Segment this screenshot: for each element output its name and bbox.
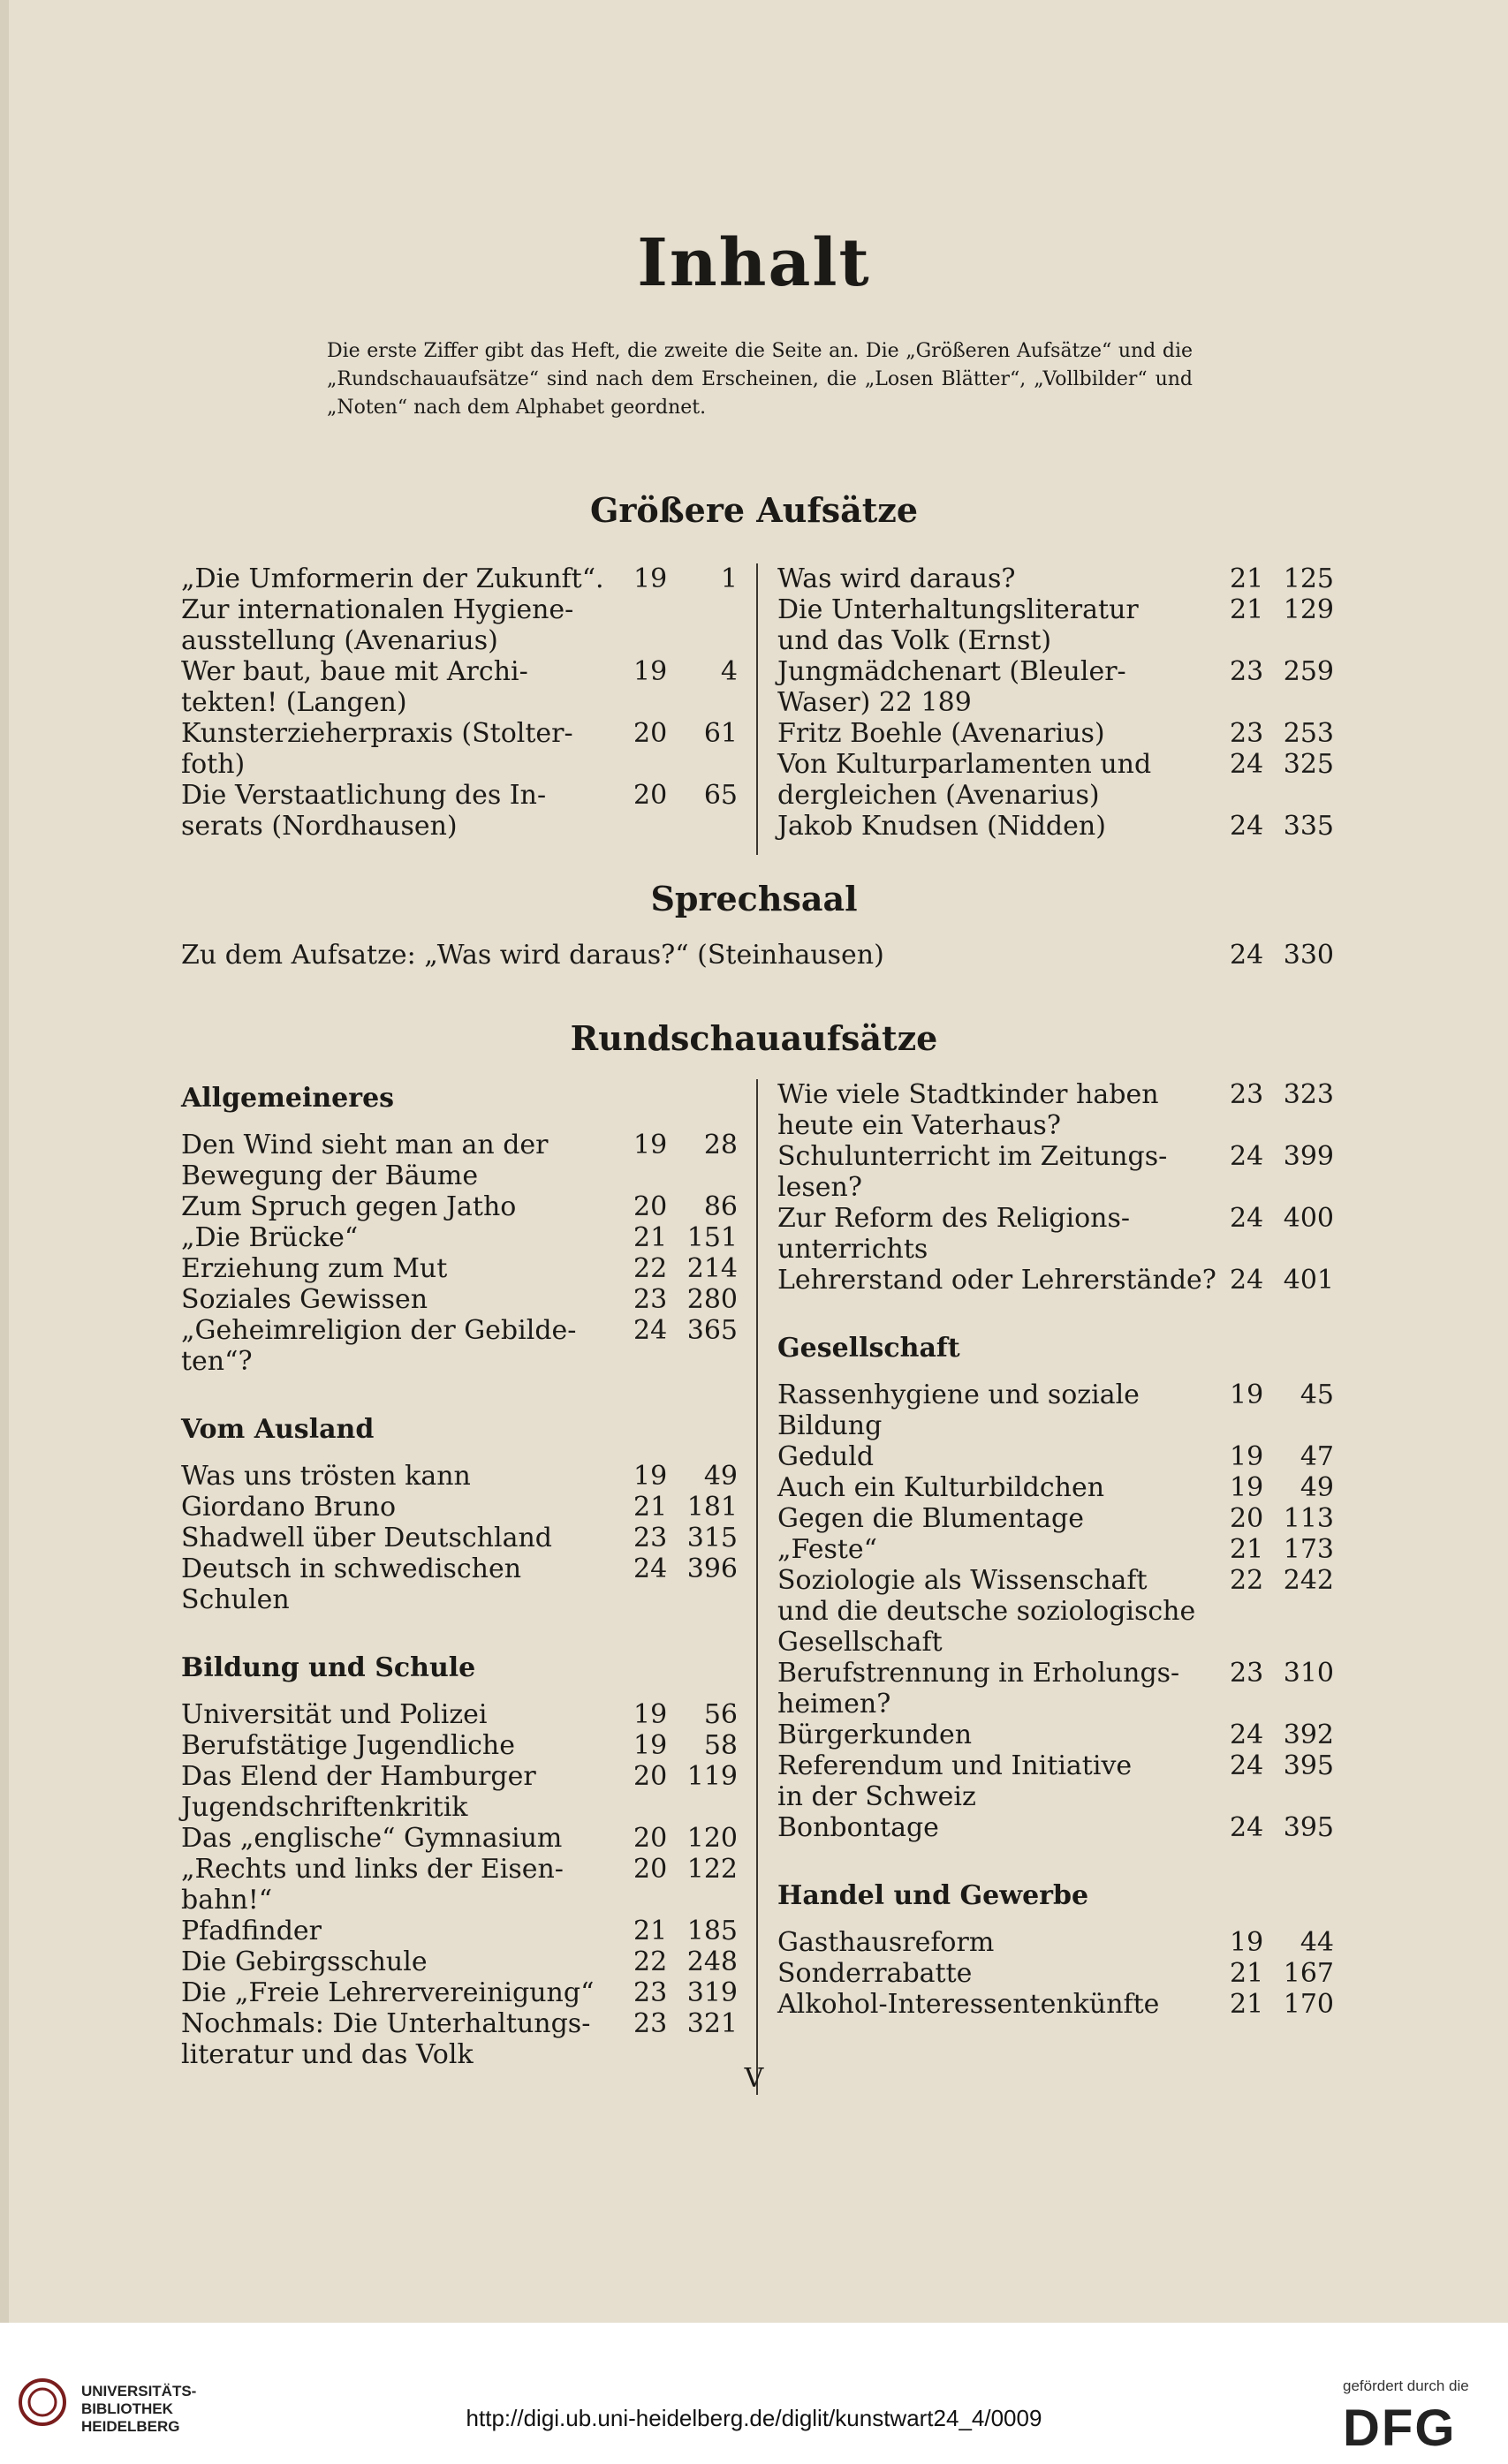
entry-title: Lehrerstand oder Lehrerstände?	[777, 1265, 1216, 1296]
entry-issue: 23	[1230, 1658, 1264, 1689]
entry-title: Kunsterzieherpraxis (Stolter- foth)	[181, 718, 573, 780]
entry-title: Shadwell über Deutschland	[181, 1523, 552, 1553]
entry-page: 323	[1283, 1079, 1334, 1110]
entry-issue: 24	[1230, 1203, 1264, 1234]
entry-page: 253	[1283, 718, 1334, 749]
entry-title: Sonderrabatte	[777, 1958, 973, 1989]
page-number: V	[744, 2063, 764, 2094]
entry-issue: 21	[1230, 563, 1264, 594]
entry-page: 319	[686, 1977, 738, 2008]
entry-page: 214	[686, 1253, 738, 1284]
section-title-sprechsaal: Sprechsaal	[650, 879, 858, 918]
entry-title: „Feste“	[777, 1534, 878, 1565]
entry-page: 49	[1300, 1472, 1334, 1503]
entry-title: Was uns trösten kann	[181, 1461, 471, 1492]
entry-page: 56	[703, 1699, 738, 1730]
toc-entry	[181, 656, 738, 718]
entry-title: Wie viele Stadtkinder haben heute ein Vaterhaus?	[777, 1079, 1159, 1141]
entry-title: „Rechts und links der Eisen- bahn!“	[181, 1854, 564, 1916]
entry-issue: 19	[1230, 1927, 1264, 1958]
entry-page: 86	[703, 1191, 738, 1222]
entry-title: Fritz Boehle (Avenarius)	[777, 718, 1105, 749]
toc-entry	[181, 1946, 738, 1977]
entry-page: 325	[1283, 749, 1334, 780]
toc-entry	[181, 1730, 738, 1761]
entry-issue: 20	[633, 780, 668, 811]
section-title-rundschau: Rundschauaufsätze	[570, 1018, 938, 1058]
entry-page: 119	[686, 1761, 738, 1792]
entry-page: 259	[1283, 656, 1334, 687]
column-divider	[756, 1079, 758, 2095]
entry-issue: 24	[1230, 749, 1264, 780]
toc-entry	[181, 1315, 738, 1377]
entry-title: „Die Umformerin der Zukunft“. Zur internationalen Hygiene- ausstellung (Avenarius)	[181, 563, 604, 656]
entry-page: 61	[703, 718, 738, 749]
toc-entry	[181, 2008, 738, 2070]
entry-page: 280	[686, 1284, 738, 1315]
toc-entry	[181, 1553, 738, 1615]
toc-entry	[181, 1222, 738, 1253]
university-name: UNIVERSITÄTS- BIBLIOTHEK HEIDELBERG	[81, 2383, 197, 2435]
toc-entry	[777, 1503, 1334, 1534]
entry-issue: 23	[633, 2008, 668, 2039]
entry-page: 4	[720, 656, 738, 687]
entry-issue: 21	[1230, 1534, 1264, 1565]
entry-issue: 19	[633, 656, 668, 687]
entry-title: Von Kulturparlamenten und dergleichen (Avenarius)	[777, 749, 1152, 811]
entry-page: 44	[1300, 1927, 1334, 1958]
entry-issue: 24	[1230, 1141, 1264, 1172]
entry-title: Die „Freie Lehrervereinigung“	[181, 1977, 595, 2008]
entry-issue: 20	[633, 1191, 668, 1222]
toc-entry	[181, 1130, 738, 1191]
entry-title: Universität und Polizei	[181, 1699, 488, 1730]
entry-issue: 20	[633, 1761, 668, 1792]
entry-title: „Die Brücke“	[181, 1222, 359, 1253]
toc-entry	[777, 1720, 1334, 1750]
toc-entry	[181, 1823, 738, 1854]
entry-issue: 19	[633, 563, 668, 594]
entry-issue: 23	[633, 1977, 668, 2008]
entry-issue: 24	[1230, 1720, 1264, 1750]
entry-page: 395	[1283, 1812, 1334, 1843]
toc-entry	[777, 1927, 1334, 1958]
entry-issue: 23	[633, 1284, 668, 1315]
entry-page: 129	[1283, 594, 1334, 625]
entry-page: 170	[1283, 1989, 1334, 2020]
entry-title: Bonbontage	[777, 1812, 939, 1843]
entry-page: 330	[1283, 940, 1334, 971]
subsection-heading: Gesellschaft	[777, 1333, 960, 1364]
toc-entry	[181, 1461, 738, 1492]
column-divider	[756, 563, 758, 855]
entry-page: 310	[1283, 1658, 1334, 1689]
entry-issue: 20	[633, 1854, 668, 1885]
entry-title: Soziologie als Wissenschaft und die deutsche soziologische Gesellschaft	[777, 1565, 1196, 1658]
entry-issue: 19	[1230, 1472, 1264, 1503]
entry-issue: 21	[633, 1492, 668, 1523]
toc-entry	[181, 1523, 738, 1553]
toc-entry	[777, 1079, 1334, 1141]
footer-bar	[0, 2323, 1508, 2464]
toc-entry	[777, 1141, 1334, 1203]
intro-note: Die erste Ziffer gibt das Heft, die zweite die Seite an. Die „Größeren Aufsätze“ und die „Rundschauaufsätze“ sind nach dem Erscheinen, die „Losen Blätter“, „Vollbilder“ und „Noten“ nach dem Alphabet geordnet.	[327, 340, 1193, 419]
entry-issue: 22	[633, 1946, 668, 1977]
entry-issue: 23	[1230, 718, 1264, 749]
entry-issue: 20	[633, 718, 668, 749]
dfg-logo: DFG	[1343, 2400, 1457, 2457]
entry-issue: 24	[1230, 1265, 1264, 1296]
entry-title: Schulunterricht im Zeitungs- lesen?	[777, 1141, 1168, 1203]
entry-title: „Geheimreligion der Gebilde- ten“?	[181, 1315, 577, 1377]
toc-entry	[181, 1253, 738, 1284]
entry-page: 401	[1283, 1265, 1334, 1296]
entry-title: Soziales Gewissen	[181, 1284, 428, 1315]
page-edge-shadow	[0, 0, 9, 2323]
entry-page: 113	[1283, 1503, 1334, 1534]
toc-entry	[777, 656, 1334, 718]
entry-issue: 21	[1230, 594, 1264, 625]
entry-title: Gegen die Blumentage	[777, 1503, 1085, 1534]
entry-page: 120	[686, 1823, 738, 1854]
entry-title: Jakob Knudsen (Nidden)	[777, 811, 1106, 842]
entry-page: 335	[1283, 811, 1334, 842]
entry-page: 125	[1283, 563, 1334, 594]
entry-title: Das „englische“ Gymnasium	[181, 1823, 563, 1854]
entry-page: 242	[1283, 1565, 1334, 1596]
entry-issue: 20	[1230, 1503, 1264, 1534]
subsection-heading: Vom Ausland	[181, 1414, 375, 1445]
entry-issue: 24	[633, 1553, 668, 1584]
toc-entry	[777, 1472, 1334, 1503]
entry-title: Deutsch in schwedischen Schulen	[181, 1553, 522, 1615]
entry-title: Erziehung zum Mut	[181, 1253, 448, 1284]
entry-issue: 19	[633, 1130, 668, 1160]
toc-entry	[777, 1658, 1334, 1720]
entry-title: Zum Spruch gegen Jatho	[181, 1191, 517, 1222]
entry-title: Rassenhygiene und soziale Bildung	[777, 1379, 1140, 1441]
entry-title: Zu dem Aufsatze: „Was wird daraus?“ (Steinhausen)	[181, 940, 884, 971]
entry-issue: 24	[1230, 811, 1264, 842]
entry-title: Bürgerkunden	[777, 1720, 973, 1750]
entry-title: Den Wind sieht man an der Bewegung der Bäume	[181, 1130, 549, 1191]
entry-page: 45	[1300, 1379, 1334, 1410]
entry-title: Die Unterhaltungsliteratur und das Volk (Ernst)	[777, 594, 1139, 656]
groessere-left-column	[181, 563, 738, 842]
entry-issue: 21	[1230, 1958, 1264, 1989]
toc-entry	[777, 563, 1334, 594]
toc-entry	[181, 1191, 738, 1222]
entry-issue: 23	[633, 1523, 668, 1553]
entry-issue: 21	[1230, 1989, 1264, 2020]
entry-title: Zur Reform des Religions- unterrichts	[777, 1203, 1131, 1265]
entry-issue: 19	[1230, 1379, 1264, 1410]
entry-issue: 20	[633, 1823, 668, 1854]
source-url-link[interactable]: http://digi.ub.uni-heidelberg.de/diglit/kunstwart24_4/0009	[466, 2405, 1042, 2431]
entry-title: Wer baut, baue mit Archi- tekten! (Langen)	[181, 656, 528, 718]
groessere-right-column	[777, 563, 1334, 842]
entry-page: 151	[686, 1222, 738, 1253]
toc-entry	[181, 1492, 738, 1523]
entry-title: Die Gebirgsschule	[181, 1946, 428, 1977]
entry-title: Geduld	[777, 1441, 875, 1472]
entry-title: Das Elend der Hamburger Jugendschriftenkritik	[181, 1761, 536, 1823]
toc-entry	[181, 1977, 738, 2008]
funder-label: gefördert durch die	[1343, 2377, 1469, 2394]
entry-issue: 24	[633, 1315, 668, 1346]
entry-issue: 24	[1230, 1812, 1264, 1843]
entry-issue: 22	[633, 1253, 668, 1284]
entry-page: 395	[1283, 1750, 1334, 1781]
toc-entry	[777, 1958, 1334, 1989]
entry-issue: 19	[633, 1730, 668, 1761]
toc-entry	[777, 1441, 1334, 1472]
toc-entry	[181, 1916, 738, 1946]
entry-page: 49	[703, 1461, 738, 1492]
entry-page: 365	[686, 1315, 738, 1346]
entry-page: 400	[1283, 1203, 1334, 1234]
entry-page: 396	[686, 1553, 738, 1584]
entry-page: 65	[703, 780, 738, 811]
entry-page: 185	[686, 1916, 738, 1946]
entry-issue: 24	[1230, 1750, 1264, 1781]
entry-title: Gasthausreform	[777, 1927, 995, 1958]
toc-entry	[181, 1854, 738, 1916]
toc-entry	[181, 780, 738, 842]
section-title-groessere: Größere Aufsätze	[589, 490, 919, 530]
entry-title: Nochmals: Die Unterhaltungs- literatur und das Volk	[181, 2008, 591, 2070]
entry-page: 167	[1283, 1958, 1334, 1989]
toc-entry	[777, 811, 1334, 842]
toc-entry	[777, 1265, 1334, 1296]
entry-page: 1	[720, 563, 738, 594]
toc-entry	[777, 718, 1334, 749]
toc-entry	[777, 594, 1334, 656]
entry-issue: 24	[1230, 940, 1264, 971]
entry-title: Berufstätige Jugendliche	[181, 1730, 515, 1761]
toc-entry	[777, 749, 1334, 811]
entry-page: 28	[703, 1130, 738, 1160]
toc-entry	[777, 1379, 1334, 1441]
entry-issue: 19	[633, 1461, 668, 1492]
entry-page: 321	[686, 2008, 738, 2039]
entry-issue: 23	[1230, 1079, 1264, 1110]
entry-title: Auch ein Kulturbildchen	[777, 1472, 1105, 1503]
toc-entry	[777, 1812, 1334, 1843]
entry-title: Referendum und Initiative in der Schweiz	[777, 1750, 1133, 1812]
entry-page: 399	[1283, 1141, 1334, 1172]
entry-issue: 21	[633, 1916, 668, 1946]
entry-page: 248	[686, 1946, 738, 1977]
entry-page: 392	[1283, 1720, 1334, 1750]
toc-entry	[181, 1284, 738, 1315]
entry-issue: 19	[633, 1699, 668, 1730]
entry-title: Jungmädchenart (Bleuler- Waser) 22 189	[777, 656, 1126, 718]
toc-entry	[181, 563, 738, 656]
entry-issue: 22	[1230, 1565, 1264, 1596]
rundschau-right-column	[777, 1079, 1334, 2020]
sprechsaal-entry	[181, 940, 1334, 971]
entry-issue: 21	[633, 1222, 668, 1253]
rundschau-left-column	[181, 1069, 738, 2070]
entry-page: 181	[686, 1492, 738, 1523]
toc-entry	[777, 1565, 1334, 1658]
entry-page: 47	[1300, 1441, 1334, 1472]
entry-page: 173	[1283, 1534, 1334, 1565]
toc-entry	[181, 1699, 738, 1730]
subsection-heading: Handel und Gewerbe	[777, 1880, 1089, 1911]
toc-entry	[777, 1534, 1334, 1565]
entry-page: 315	[686, 1523, 738, 1553]
entry-issue: 23	[1230, 656, 1264, 687]
entry-title: Giordano Bruno	[181, 1492, 397, 1523]
toc-entry	[181, 718, 738, 780]
entry-issue: 19	[1230, 1441, 1264, 1472]
entry-title: Alkohol-Interessentenkünfte	[777, 1989, 1160, 2020]
subsection-heading: Allgemeineres	[181, 1083, 395, 1114]
entry-title: Berufstrennung in Erholungs- heimen?	[777, 1658, 1180, 1720]
entry-page: 122	[686, 1854, 738, 1885]
entry-title: Was wird daraus?	[777, 563, 1016, 594]
subsection-heading: Bildung und Schule	[181, 1652, 476, 1683]
toc-entry	[181, 1761, 738, 1823]
toc-entry	[777, 1203, 1334, 1265]
toc-entry	[777, 1750, 1334, 1812]
entry-title: Pfadfinder	[181, 1916, 322, 1946]
page-title: Inhalt	[637, 225, 871, 301]
entry-page: 58	[703, 1730, 738, 1761]
entry-title: Die Verstaatlichung des In- serats (Nordhausen)	[181, 780, 547, 842]
toc-entry	[777, 1989, 1334, 2020]
